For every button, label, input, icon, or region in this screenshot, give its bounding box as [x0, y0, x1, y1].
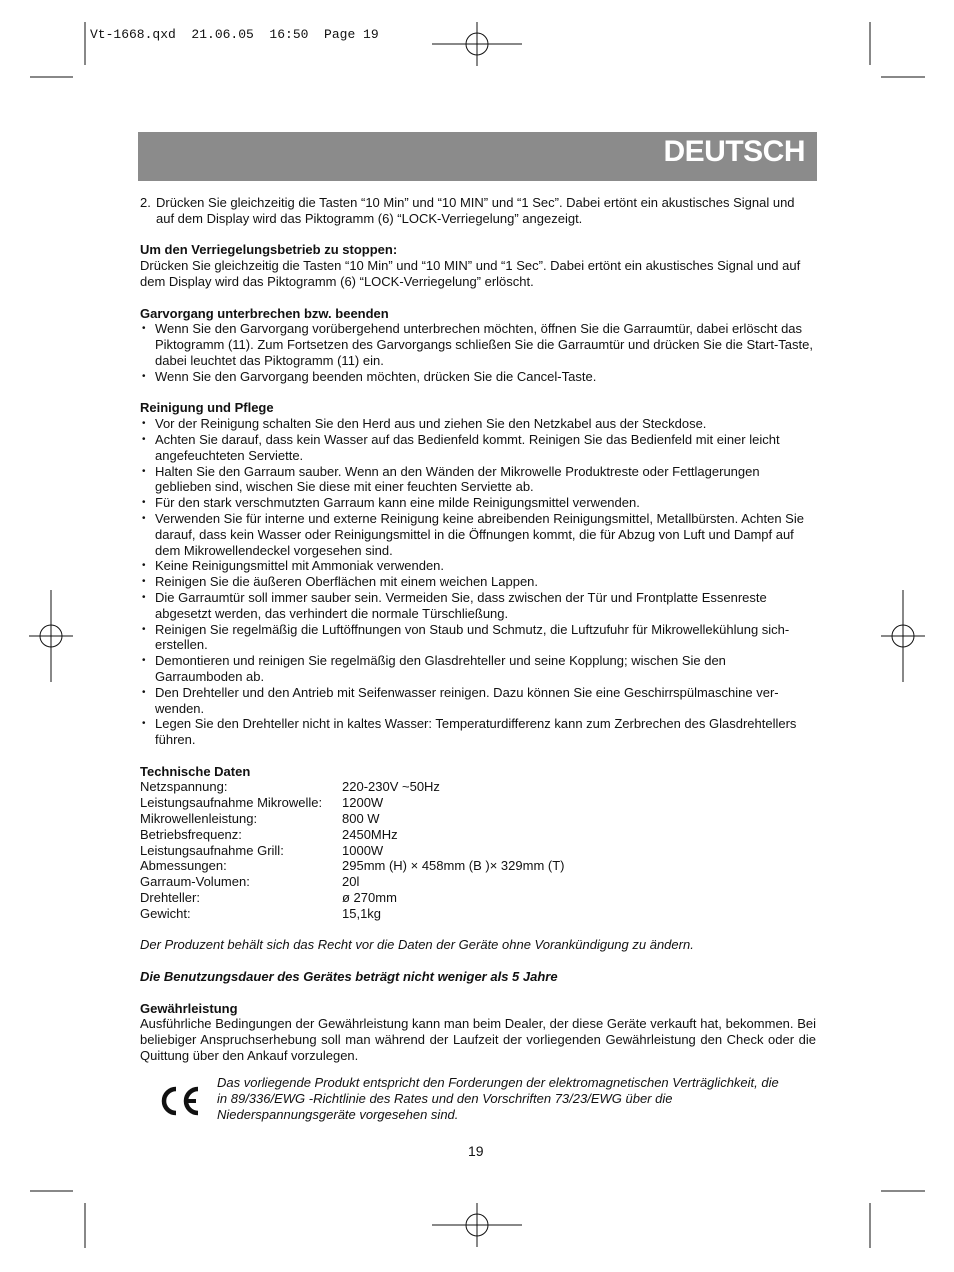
unlock-text: Drücken Sie gleichzeitig die Tasten “10 Min” und “10 MIN” und “1 Sec”. Dabei ertönt ein akustisches Signal und auf dem Display wird das Piktogramm (6) “LOCK-Verriegelung” erlöscht. — [140, 258, 801, 289]
list-item: • Wenn Sie den Garvorgang beenden möchten, drücken Sie die Cancel-Taste. — [140, 369, 816, 385]
page-content — [140, 195, 816, 1064]
warranty-text: Ausführliche Bedingungen der Gewährleistung kann man beim Dealer, der diese Geräte verkauft hat, bekommen. Bei beliebiger Anspruchserhebung soll man während der Laufzeit der vorliegenden Gewährleistung den Check oder die Quittung über den Ankauf vorzulegen. — [140, 1016, 816, 1064]
ce-line: in 89/336/EWG -Richtlinie des Rates und den Vorschriften 73/23/EWG über die — [217, 1090, 673, 1106]
spec-value: 20l — [342, 874, 360, 890]
spec-value: 295mm (H) × 458mm (B )× 329mm (T) — [342, 858, 565, 874]
language-banner — [138, 132, 817, 181]
spec-row — [140, 843, 816, 859]
spec-row — [140, 795, 816, 811]
list-item: • Wenn Sie den Garvorgang vorübergehend unterbrechen möchten, öffnen Sie die Garraumtür, dabei erlöscht das Piktogramm (11). Zum Fortsetzen des Garvorgangs schließen Sie die Garraumtür und drücken Sie die Start-Taste, dabei leuchtet das Piktogramm (11) ein. — [140, 321, 816, 368]
spec-row — [140, 779, 816, 795]
spec-row — [140, 906, 816, 922]
spec-value: ø 270mm — [342, 890, 397, 906]
printer-slug: Vt-1668.qxd 21.06.05 16:50 Page 19 — [90, 27, 379, 42]
spec-value: 2450MHz — [342, 826, 398, 842]
list-item: • Vor der Reinigung schalten Sie den Herd aus und ziehen Sie den Netzkabel aus der Steckdose. — [140, 416, 816, 432]
lifetime-note: Die Benutzungsdauer des Gerätes beträgt nicht weniger als 5 Jahre — [140, 969, 558, 985]
cleaning-heading: Reinigung und Pflege — [140, 400, 274, 416]
ce-text — [217, 1075, 817, 1122]
interrupt-list — [140, 321, 816, 384]
spec-key: Mikrowellenleistung: — [140, 811, 258, 827]
list-item: • Demontieren und reinigen Sie regelmäßig den Glasdrehteller und seine Kopplung; wischen Sie den Garraumboden ab. — [140, 653, 816, 685]
list-item: • Verwenden Sie für interne und externe Reinigung keine abreibenden Reinigungsmittel, Metallbürsten. Achten Sie darauf, dass kein Wasser oder Reinigungsmittel in die Öffnungen kommt, die für Abzug von Luft und Dampf auf dem Mikrowellendeckel vorgesehen sind. — [140, 511, 816, 558]
spec-value: 1000W — [342, 842, 384, 858]
banner-title: DEUTSCH — [663, 135, 805, 168]
spec-key: Abmessungen: — [140, 858, 227, 874]
unlock-heading: Um den Verriegelungsbetrieb zu stoppen: — [140, 242, 398, 258]
spec-value: 15,1kg — [342, 905, 382, 921]
spec-key: Netzspannung: — [140, 779, 228, 795]
disclaimer-note: Der Produzent behält sich das Recht vor die Daten der Geräte ohne Vorankündigung zu ändern. — [140, 937, 694, 953]
interrupt-heading: Garvorgang unterbrechen bzw. beenden — [140, 305, 389, 321]
spec-row — [140, 827, 816, 843]
list-item: • Legen Sie den Drehteller nicht in kaltes Wasser: Temperaturdifferenz kann zum Zerbrechen des Glasdrehtellers führen. — [140, 716, 816, 748]
ce-line: Das vorliegende Produkt entspricht den Forderungen der elektromagnetischen Verträglichkeit, die — [217, 1075, 779, 1090]
page-number: 19 — [468, 1143, 484, 1159]
spec-key: Gewicht: — [140, 905, 191, 921]
spec-key: Leistungsaufnahme Mikrowelle: — [140, 795, 323, 811]
list-item: • Die Garraumtür soll immer sauber sein. Vermeiden Sie, dass zwischen der Tür und Frontplatte Essenreste abgesetzt werden, das verhindert die normale Türschließung. — [140, 590, 816, 622]
spec-key: Drehteller: — [140, 890, 200, 906]
ce-line: Niederspannungsgeräte vorgesehen sind. — [217, 1106, 459, 1122]
list-item: • Keine Reinigungsmittel mit Ammoniak verwenden. — [140, 558, 816, 574]
step-2 — [140, 195, 816, 227]
list-item: • Den Drehteller und den Antrieb mit Seifenwasser reinigen. Dazu können Sie eine Geschirrspülmaschine ver-wenden. — [140, 685, 816, 717]
list-item: • Halten Sie den Garraum sauber. Wenn an den Wänden der Mikrowelle Produktreste oder Fettlagerungen geblieben sind, wischen Sie diese mit einer feuchten Serviette ab. — [140, 464, 816, 496]
list-item: • Achten Sie darauf, dass kein Wasser auf das Bedienfeld kommt. Reinigen Sie das Bedienfeld mit einer leicht angefeuchteten Serviette. — [140, 432, 816, 464]
list-item: • Reinigen Sie die äußeren Oberflächen mit einem weichen Lappen. — [140, 574, 816, 590]
spec-row — [140, 874, 816, 890]
spec-key: Leistungsaufnahme Grill: — [140, 842, 284, 858]
spec-key: Betriebsfrequenz: — [140, 826, 242, 842]
list-item: • Für den stark verschmutzten Garraum kann eine milde Reinigungsmittel verwenden. — [140, 495, 816, 511]
spec-row — [140, 811, 816, 827]
list-item: • Reinigen Sie regelmäßig die Luftöffnungen von Staub und Schmutz, die Luftzufuhr für Mikrowellekühlung sich-erstellen. — [140, 622, 816, 654]
specs-heading: Technische Daten — [140, 763, 251, 779]
spec-value: 1200W — [342, 795, 384, 811]
spec-row — [140, 858, 816, 874]
spec-value: 800 W — [342, 811, 380, 827]
cleaning-list — [140, 416, 816, 748]
spec-key: Garraum-Volumen: — [140, 874, 250, 890]
spec-row — [140, 890, 816, 906]
specs-table — [140, 779, 816, 921]
warranty-heading: Gewährleistung — [140, 1000, 238, 1016]
step-number: 2. — [140, 195, 151, 210]
step-text: Drücken Sie gleichzeitig die Tasten “10 Min” und “10 MIN” und “1 Sec”. Dabei ertönt ein akustisches Signal und auf dem Display wird das Piktogramm (6) “LOCK-Verriegelung” angezeigt. — [156, 195, 795, 226]
ce-mark-icon — [158, 1085, 202, 1117]
spec-value: 220-230V ~50Hz — [342, 779, 440, 795]
